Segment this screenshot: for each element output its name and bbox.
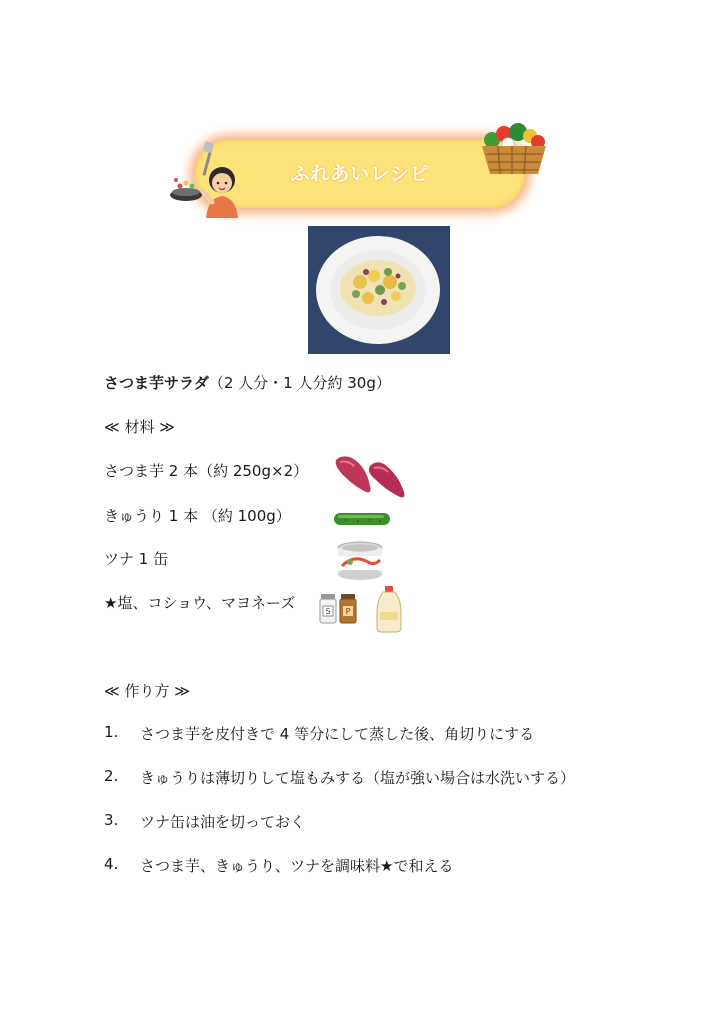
step-text: さつま芋を皮付きで 4 等分にして蒸した後、角切りにする	[140, 725, 535, 743]
svg-text:P: P	[345, 607, 351, 616]
ingredient-item: きゅうり 1 本 （約 100g）	[104, 507, 291, 525]
step-number: 1.	[104, 723, 119, 741]
ingredient-item: さつま芋 2 本（約 250g×2）	[104, 462, 309, 480]
cucumber-icon	[332, 508, 392, 530]
chef-icon	[168, 140, 243, 220]
svg-text:S: S	[325, 607, 331, 616]
step-number: 4.	[104, 855, 119, 873]
step-number: 3.	[104, 811, 119, 829]
method-heading: ≪ 作り方 ≫	[104, 682, 190, 700]
page-title: ふれあいレシピ	[290, 163, 430, 185]
dish-photo	[308, 226, 450, 354]
ingredient-item: ★塩、コショウ、マヨネーズ	[104, 594, 296, 612]
tuna-can-icon	[336, 540, 384, 582]
vegetable-basket-icon	[478, 118, 550, 178]
step-number: 2.	[104, 767, 119, 785]
servings: （2 人分・1 人分約 30g）	[208, 374, 391, 392]
sweet-potato-icon	[332, 452, 410, 500]
recipe-banner	[195, 140, 525, 208]
recipe-title-line	[104, 372, 391, 393]
ingredients-heading: ≪ 材料 ≫	[104, 418, 175, 436]
step-text: きゅうりは薄切りして塩もみする（塩が強い場合は水洗いする）	[140, 769, 576, 787]
ingredient-item: ツナ 1 缶	[104, 550, 169, 568]
step-text: ツナ缶は油を切っておく	[140, 813, 306, 831]
seasoning-icon	[318, 590, 358, 626]
step-text: さつま芋、きゅうり、ツナを調味料★で和える	[140, 857, 454, 875]
mayonnaise-icon	[374, 586, 404, 634]
dish-name: さつま芋サラダ	[104, 374, 209, 392]
